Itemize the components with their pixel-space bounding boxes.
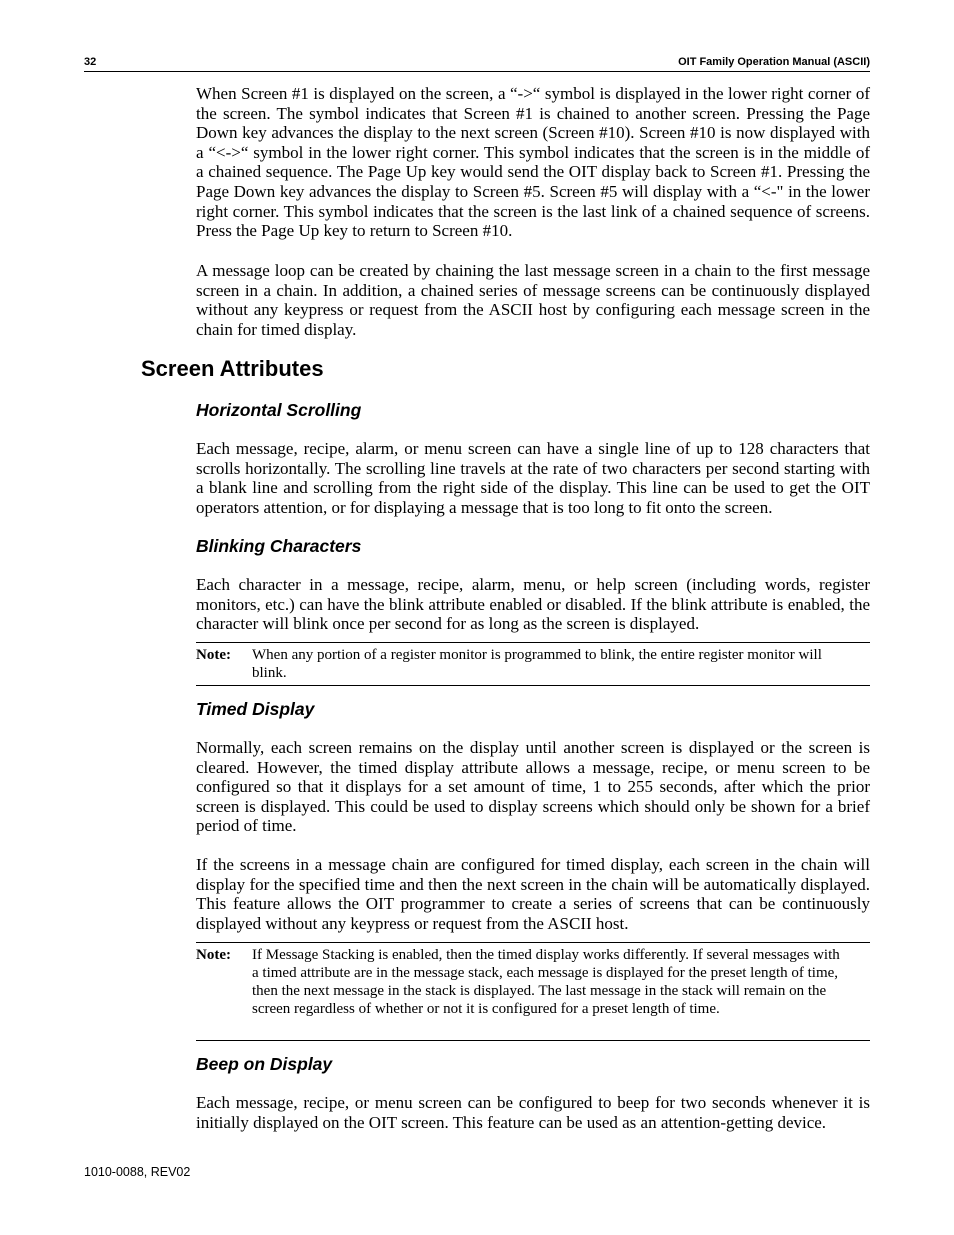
intro-paragraph-2: A message loop can be created by chaining the last message screen in a chain to the first message screen in a chain. In addition, a chained series of message screens can be continuously displayed without any keypress or request from the ASCII host by configuring each message screen in the chain for timed display. [196,261,870,339]
timed-display-heading: Timed Display [196,699,315,719]
beep-on-display-paragraph: Each message, recipe, or menu screen can be configured to beep for two seconds whenever it is initially displayed on the OIT screen. This feature can be used as an attention-getting device. [196,1093,870,1132]
horizontal-scrolling-heading: Horizontal Scrolling [196,400,362,420]
timed-display-note [196,942,870,1041]
note-text: If Message Stacking is enabled, then the timed display works differently. If several messages with a timed attribute are in the message stack, each message is displayed for the preset length of time, then the next message in the stack is displayed. The last message in the stack will remain on the screen regardless of whether or not it is configured for a preset length of time. [252,947,840,1017]
document-number: 1010-0088, REV02 [84,1165,191,1179]
note-text: When any portion of a register monitor is programmed to blink, the entire register monitor will blink. [252,647,822,681]
page-number: 32 [84,56,97,68]
blink-note [196,642,870,686]
timed-display-paragraph-1: Normally, each screen remains on the display until another screen is displayed or the screen is cleared. However, the timed display attribute allows a message, recipe, or menu screen to be configured so that it displays for a set amount of time, 1 to 255 seconds, after which the prior screen is displayed. This could be used to display screens which should only be shown for a brief period of time. [196,738,870,836]
intro-paragraph-1: When Screen #1 is displayed on the screen, a “->“ symbol is displayed in the lower right corner of the screen. The symbol indicates that Screen #1 is chained to another screen. Pressing the Page Down key advances the display to the next screen (Screen #10). Screen #10 is now displayed with a “<->“ symbol in the lower right corner. This symbol indicates that the screen is in the middle of a chained sequence. The Page Up key would send the OIT display back to Screen #1. Pressing the Page Down key advances the display to Screen #5. Screen #5 will display with a “<-" in the lower right corner. This symbol indicates that the screen is the last link of a chained sequence of screens. Press the Page Up key to return to Screen #10. [196,84,870,241]
beep-on-display-heading: Beep on Display [196,1054,333,1074]
horizontal-scrolling-paragraph: Each message, recipe, alarm, or menu screen can have a single line of up to 128 characters that scrolls horizontally. The scrolling line travels at the rate of two characters per second starting with a blank line and scrolling from the right side of the display. This line can be used to get the OIT operators attention, or for displaying a message that is too long to fit onto the screen. [196,439,870,517]
blinking-characters-heading: Blinking Characters [196,536,362,556]
blinking-characters-paragraph: Each character in a message, recipe, alarm, menu, or help screen (including words, register monitors, etc.) can have the blink attribute enabled or disabled. If the blink attribute is enabled, the character will blink once per second for as long as the screen is displayed. [196,575,870,634]
timed-display-paragraph-2: If the screens in a message chain are configured for timed display, each screen in the chain will display for the specified time and then the next screen in the chain will be automatically displayed. This feature allows the OIT programmer to create a series of screens that can be continuously displayed without any keypress or request from the ASCII host. [196,855,870,933]
note-label: Note: [196,647,231,663]
page-header [84,55,870,72]
note-label: Note: [196,947,231,963]
manual-title: OIT Family Operation Manual (ASCII) [678,56,870,68]
section-title: Screen Attributes [141,356,324,381]
